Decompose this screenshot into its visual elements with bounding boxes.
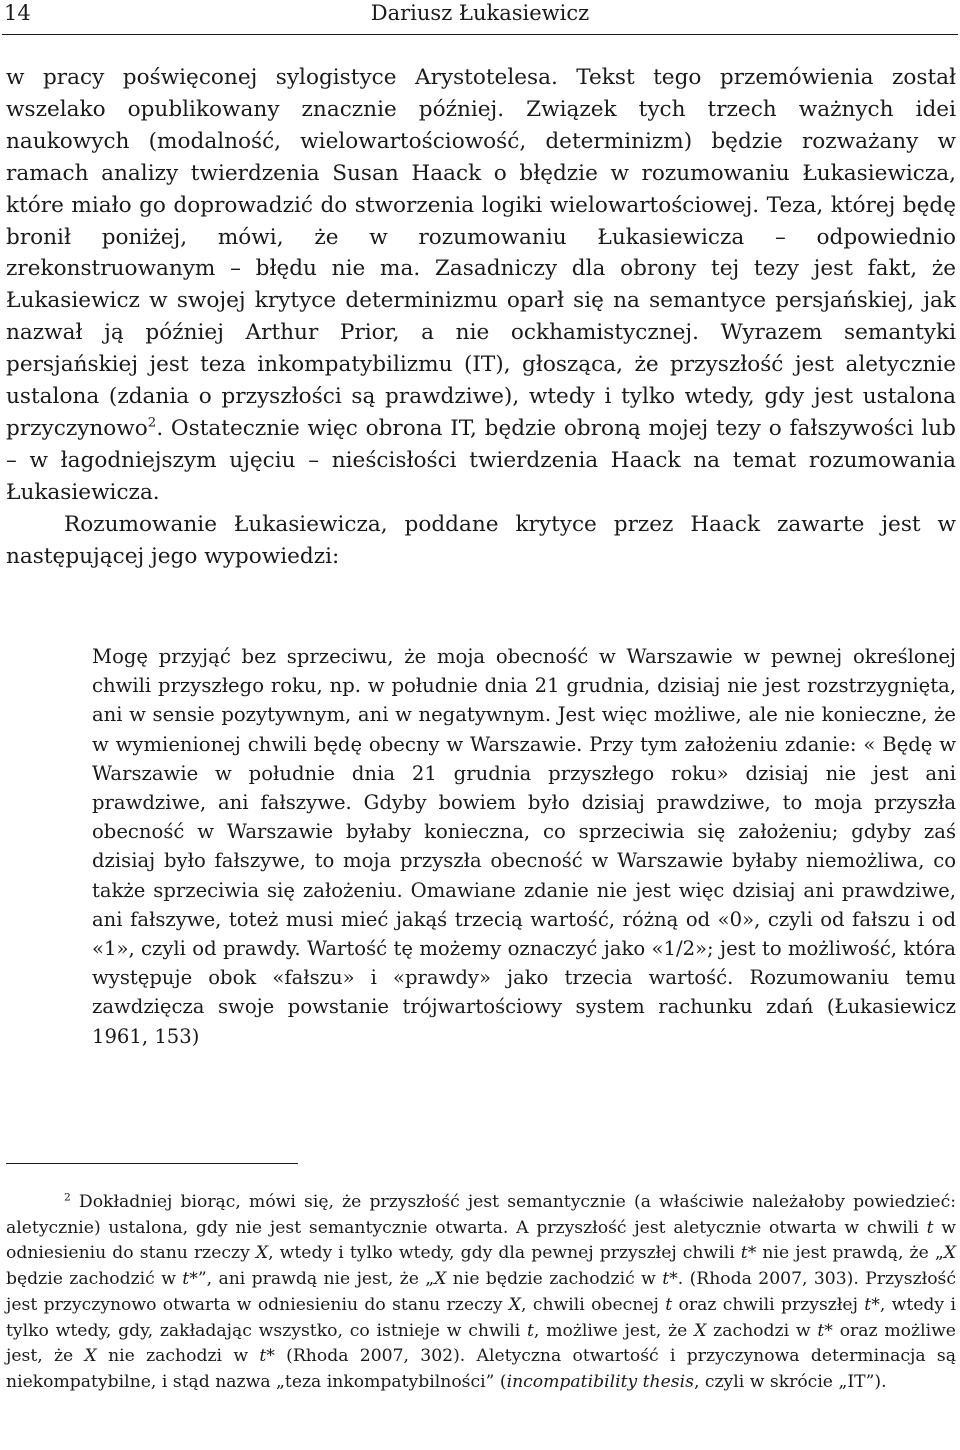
paragraph-2: Rozumowanie Łukasiewicza, poddane krytyce przez Haack zawarte jest w następującej jego wypowiedzi:: [6, 511, 956, 569]
running-head: Dariusz Łukasiewicz: [370, 1, 590, 25]
footnote-text: nie będzie zachodzić w: [446, 1269, 663, 1290]
footnote-variable: t: [527, 1320, 534, 1341]
footnote-reference-2[interactable]: 2: [147, 415, 157, 431]
footnote-text: . (Rhoda 2007, 303). Przyszłość jest przyczynowo otwarta w odniesieniu do stanu rzeczy: [6, 1269, 956, 1315]
footnote-text: , chwili obecnej: [521, 1294, 666, 1315]
footnote-text: oraz chwili przyszłej: [672, 1294, 865, 1315]
block-quote: [92, 642, 956, 1051]
footnote-variable: X: [943, 1243, 956, 1264]
main-text: [6, 62, 956, 573]
page-number: 14: [4, 1, 31, 25]
footnote-separator: [6, 1163, 298, 1164]
footnote-text: oraz możliwe jest, że: [6, 1320, 956, 1367]
footnote-variable: t*: [817, 1320, 833, 1341]
footnote-variable: X: [694, 1320, 707, 1341]
footnote-text: , wtedy i tylko wtedy, gdy, zakładając wszystko, co istnieje w chwili: [6, 1294, 956, 1341]
paragraph-1-text-b: . Ostatecznie więc obrona IT, będzie obroną mojej tezy o fałszywości lub – w łagodniejszym ujęciu – nieścisłości twierdzenia Haack na temat rozumowania Łukasiewicza.: [6, 415, 956, 505]
footnote-text: nie zachodzi w: [96, 1346, 260, 1367]
paragraph-1: [6, 62, 956, 509]
footnote-variable: t*: [740, 1243, 757, 1264]
block-quote-text: Mogę przyjąć bez sprzeciwu, że moja obecność w Warszawie w pewnej określonej chwili przyszłego roku, np. w południe dnia 21 grudnia, dzisiaj nie jest rozstrzygnięta, ani w sensie pozytywnym, ani w negatywnym. Jest więc możliwe, ale nie konieczne, że w wymienionej chwili będę obecny w Warszawie. Przy tym założeniu zdanie: « Będę w Warszawie w południe dnia 21 grudnia przyszłego roku» dzisiaj nie jest ani prawdziwe, ani fałszywe. Gdyby bowiem było dzisiaj prawdziwe, to moja przyszła obecność w Warszawie byłaby konieczna, co sprzeciwia się założeniu; gdyby zaś dzisiaj było fałszywe, to moja przyszła obecność w Warszawie byłaby niemożliwa, co także sprzeciwia się założeniu. Omawiane zdanie nie jest więc dzisiaj ani prawdziwe, ani fałszywe, toteż musi mieć jakąś trzecią wartość, różną od «0», czyli od fałszu i od «1», czyli od prawdy. Wartość tę możemy oznaczyć jako «1/2»; jest to możliwość, która występuje obok «fałszu» i «prawdy» jako trzecia wartość. Rozumowaniu temu zawdzięcza swoje powstanie trójwartościowy system rachunku zdań (Łukasiewicz 1961, 153): [92, 645, 956, 1048]
footnote-marker: 2: [64, 1190, 71, 1204]
footnote-variable: X: [255, 1243, 269, 1264]
footnote-variable: t: [665, 1294, 673, 1315]
footnotes: [6, 1190, 956, 1396]
footnote-text: (Rhoda 2007, 302). Aletyczna otwartość i przyczynowa determinacja są niekompatybilne, i stąd nazwa „teza inkompatybilności” (: [6, 1346, 956, 1392]
paragraph-1-text-a: w pracy poświęconej sylogistyce Arystotelesa. Tekst tego przemówienia został wszelako opublikowany znacznie później. Związek tych trzech ważnych idei naukowych (modalność, wielowartościowość, determinizm) będzie rozważany w ramach analizy twierdzenia Susan Haack o błędzie w rozumowaniu Łukasiewicza, które miało go doprowadzić do stworzenia logiki wielowartościowej. Teza, której będę bronił poniżej, mówi, że w rozumowaniu Łukasiewicza – odpowiednio zrekonstruowanym – błędu nie ma. Zasadniczy dla obrony tej tezy jest fakt, że Łukasiewicz w swojej krytyce determinizmu oparł się na semantyce persjańskiej, jak nazwał ją później Arthur Prior, a nie ockhamistycznej. Wyrazem semantyki persjańskiej jest teza inkompatybilizmu (IT), głosząca, że przyszłość jest aletycznie ustalona (zdania o przyszłości są prawdziwe), wtedy i tylko wtedy, gdy jest ustalona przyczynowo: [6, 65, 956, 441]
footnote-text: ”, ani prawdą nie jest, że „: [197, 1269, 435, 1290]
footnote-variable: t: [926, 1217, 934, 1238]
footnote-text: , wtedy i tylko wtedy, gdy dla pewnej przyszłej chwili: [268, 1243, 741, 1264]
footnote-variable: t*: [182, 1269, 198, 1290]
footnote-text: , czyli w skrócie „IT”).: [693, 1371, 887, 1392]
footnote-text: będzie zachodzić w: [6, 1269, 183, 1290]
footnote-variable: X: [508, 1294, 522, 1315]
page-header: [0, 0, 960, 28]
footnote-variable: t*: [662, 1269, 678, 1290]
footnote-2: [6, 1190, 956, 1396]
footnote-variable: t*: [259, 1346, 275, 1367]
footnote-variable: t*: [864, 1294, 880, 1315]
footnote-text: , możliwe jest, że: [533, 1320, 695, 1341]
footnote-term: incompatibility thesis: [506, 1371, 694, 1392]
footnote-text: nie jest prawdą, że „: [756, 1243, 944, 1264]
header-rule: [2, 34, 958, 35]
footnote-variable: X: [84, 1346, 97, 1367]
footnote-variable: X: [434, 1269, 447, 1290]
footnote-text: Dokładniej biorąc, mówi się, że przyszłość jest semantycznie (a właściwie należałoby powiedzieć: aletycznie) ustalona, gdy nie jest semantycznie otwarta. A przyszłość jest aletycznie otwarta w chwili: [6, 1192, 956, 1238]
footnote-text: zachodzi w: [706, 1320, 818, 1341]
footnote-text: w odniesieniu do stanu rzeczy: [6, 1217, 956, 1264]
